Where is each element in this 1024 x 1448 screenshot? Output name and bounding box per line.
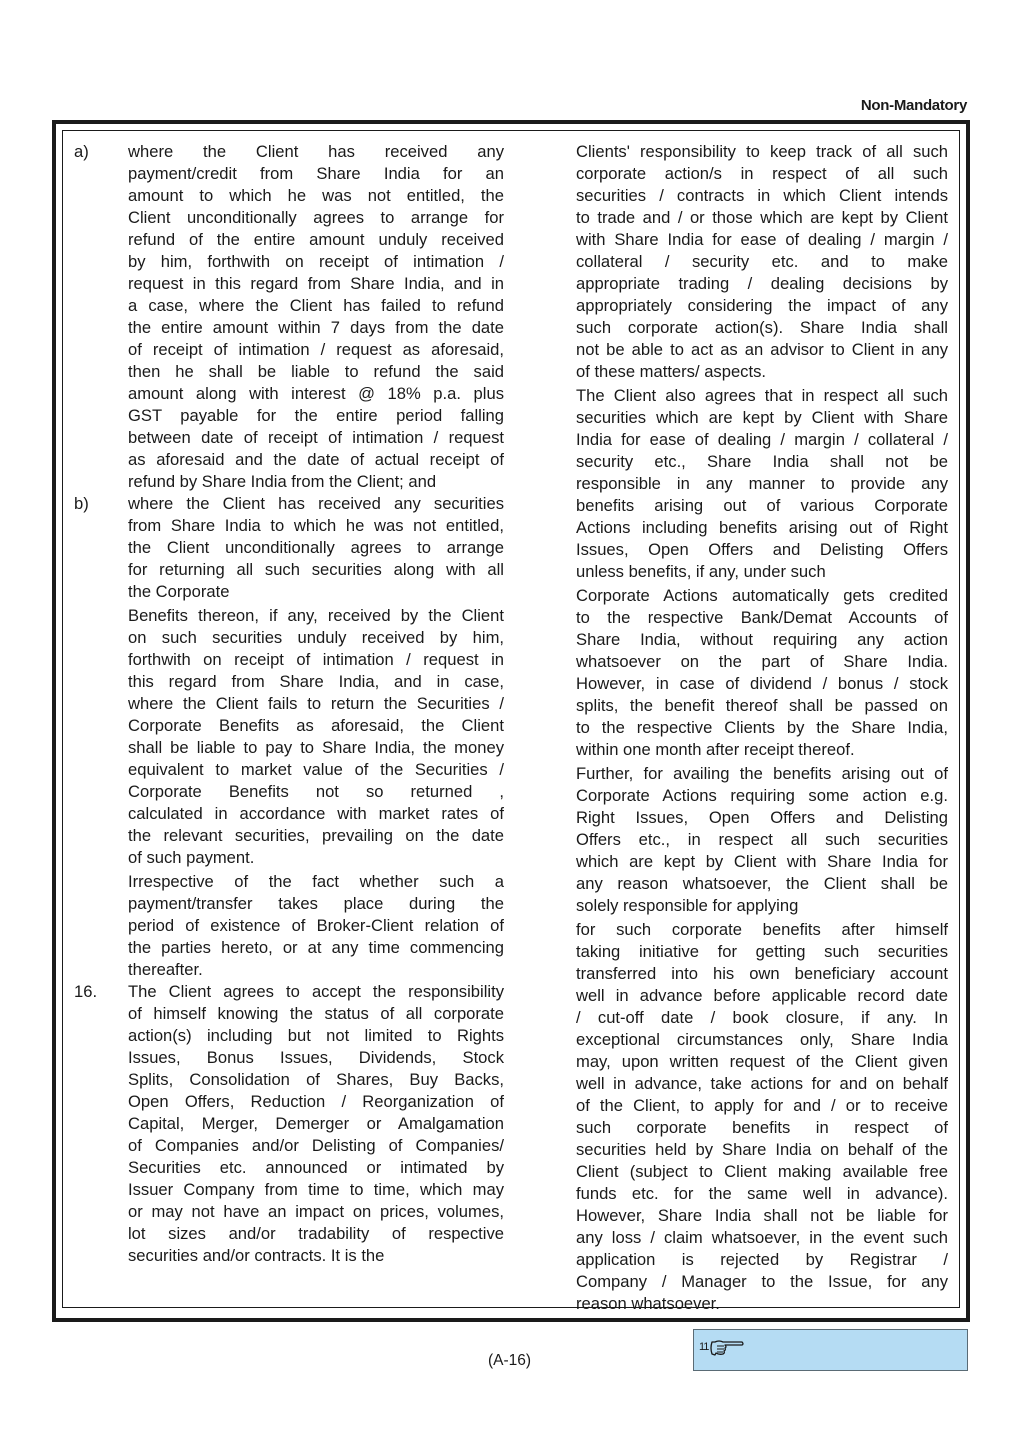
text-line: well in advance, take actions for and on behalf [576, 1074, 948, 1093]
text-line: Splits, Consolidation of Shares, Buy Backs, [128, 1070, 504, 1089]
text-line: However, Share India shall not be liable for [576, 1206, 948, 1225]
paragraph [128, 493, 504, 603]
paragraph [128, 871, 504, 981]
text-line: payment/credit from Share India for an [128, 164, 504, 183]
text-line: shall be liable to pay to Share India, the money [128, 738, 504, 757]
clause-item [74, 493, 504, 981]
text-line: the entire amount within 7 days from the date [128, 318, 504, 337]
text-line: or may not have an impact on prices, volumes, [128, 1202, 504, 1221]
text-line: within one month after receipt thereof. [576, 740, 855, 759]
text-line: Corporate Benefits as aforesaid, the Client [128, 716, 504, 735]
text-line: Company / Manager to the Issue, for any [576, 1272, 948, 1291]
continuation-note-box [693, 1329, 968, 1371]
text-line: However, in case of dividend / bonus / stock [576, 674, 948, 693]
text-line: securities and/or contracts. It is the [128, 1246, 385, 1265]
text-line: such corporate action(s). Share India shall [576, 318, 948, 337]
text-line: Actions including benefits arising out of Right [576, 518, 948, 537]
text-line: of receipt of intimation / request as aforesaid, [128, 340, 504, 359]
text-line: Right Issues, Open Offers and Delisting [576, 808, 948, 827]
text-line: responsible in any manner to provide any [576, 474, 948, 493]
text-line: for such corporate benefits after himself [576, 920, 948, 939]
clause-marker: 16. [74, 982, 98, 1001]
text-line: collateral / security etc. and to make [576, 252, 948, 271]
paragraph [128, 981, 504, 1267]
text-line: period of existence of Broker-Client relation of [128, 916, 504, 935]
text-line: Client unconditionally agrees to arrange for [128, 208, 504, 227]
text-line: Further, for availing the benefits arising out of [576, 764, 948, 783]
text-line: The Client also agrees that in respect all such [576, 386, 948, 405]
paragraph [576, 141, 948, 383]
text-line: a case, where the Client has failed to refund [128, 296, 504, 315]
text-line: Issuer Company from time to time, which may [128, 1180, 504, 1199]
text-line: corporate action/s in respect of all such [576, 164, 948, 183]
text-line: the Client unconditionally agrees to arrange [128, 538, 504, 557]
text-line: Corporate Benefits not so returned , [128, 782, 504, 801]
text-line: where the Client fails to return the Securities / [128, 694, 504, 713]
text-line: thereafter. [128, 960, 203, 979]
text-line: securities which are kept by Client with Share [576, 408, 948, 427]
text-line: action(s) including but not limited to Rights [128, 1026, 504, 1045]
clause-marker: a) [74, 142, 89, 161]
text-line: solely responsible for applying [576, 896, 799, 915]
text-line: on such securities unduly received by him, [128, 628, 504, 647]
text-line: securities held by Share India on behalf of the [576, 1140, 948, 1159]
text-line: appropriately considering the impact of any [576, 296, 948, 315]
paragraph [576, 385, 948, 583]
text-line: Issues, Bonus Issues, Dividends, Stock [128, 1048, 504, 1067]
text-line: Irrespective of the fact whether such a [128, 872, 504, 891]
text-line: of Companies and/or Delisting of Companies/ [128, 1136, 504, 1155]
text-line: between date of receipt of intimation / request [128, 428, 504, 447]
text-line: may, upon written request of the Client given [576, 1052, 948, 1071]
text-line: with Share India for ease of dealing / margin / [576, 230, 948, 249]
left-column [74, 141, 504, 1267]
clause-body [128, 981, 504, 1267]
text-line: amount along with interest @ 18% p.a. plus [128, 384, 504, 403]
text-line: Share India, without requiring any action [576, 630, 948, 649]
text-line: amount to which he was not entitled, the [128, 186, 504, 205]
clause-body [128, 493, 504, 981]
text-line: the Corporate [128, 582, 230, 601]
text-line: India for ease of dealing / margin / collateral / [576, 430, 948, 449]
text-line: Corporate Actions automatically gets credited [576, 586, 948, 605]
paragraph [128, 141, 504, 493]
text-line: payment/transfer takes place during the [128, 894, 504, 913]
clause-item [74, 981, 504, 1267]
text-line: of these matters/ aspects. [576, 362, 766, 381]
text-line: lot sizes and/or tradability of respective [128, 1224, 504, 1243]
text-line: Securities etc. announced or intimated by [128, 1158, 504, 1177]
right-column [576, 141, 948, 1315]
text-line: Offers etc., in respect all such securities [576, 830, 948, 849]
page-number: (A-16) [488, 1352, 532, 1369]
text-line: transferred into his own beneficiary account [576, 964, 948, 983]
text-line: Issues, Open Offers and Delisting Offers [576, 540, 948, 559]
text-line: Client (subject to Client making available free [576, 1162, 948, 1181]
text-line: of the Client, to apply for and / or to receive [576, 1096, 948, 1115]
text-line: security etc., Share India shall not be [576, 452, 948, 471]
clause-marker: b) [74, 494, 89, 513]
text-line: GST payable for the entire period falling [128, 406, 504, 425]
text-line: calculated in accordance with market rates of [128, 804, 504, 823]
text-line: of himself knowing the status of all corporate [128, 1004, 504, 1023]
text-line: exceptional circumstances only, Share India [576, 1030, 948, 1049]
text-line: by him, forthwith on receipt of intimation / [128, 252, 504, 271]
text-line: this regard from Share India, and in case, [128, 672, 504, 691]
text-line: as aforesaid and the date of actual receipt of [128, 450, 504, 469]
text-line: securities / contracts in which Client intends [576, 186, 948, 205]
text-line: forthwith on receipt of intimation / request in [128, 650, 504, 669]
text-line: refund of the entire amount unduly received [128, 230, 504, 249]
text-line: well in advance before applicable record date [576, 986, 948, 1005]
text-line: then he shall be liable to refund the said [128, 362, 504, 381]
text-line: for returning all such securities along with all [128, 560, 504, 579]
text-line: unless benefits, if any, under such [576, 562, 826, 581]
text-line: taking initiative for getting such securities [576, 942, 948, 961]
text-line: to the respective Bank/Demat Accounts of [576, 608, 948, 627]
text-line: request in this regard from Share India, and in [128, 274, 504, 293]
text-line: where the Client has received any securities [128, 494, 504, 513]
text-line: to the respective Clients by the Share India, [576, 718, 948, 737]
text-line: equivalent to market value of the Securities / [128, 760, 504, 779]
text-line: The Client agrees to accept the responsibility [128, 982, 504, 1001]
text-line: funds etc. for the same well in advance). [576, 1184, 948, 1203]
text-line: of such payment. [128, 848, 255, 867]
text-line: splits, the benefit thereof shall be passed on [576, 696, 948, 715]
text-line: which are kept by Client with Share India for [576, 852, 948, 871]
clause-body [128, 141, 504, 493]
paragraph [576, 919, 948, 1315]
text-line: any reason whatsoever, the Client shall be [576, 874, 948, 893]
clause-item [74, 141, 504, 493]
document-classification-label: Non-Mandatory [860, 97, 967, 114]
text-line: to trade and / or those which are kept by Client [576, 208, 948, 227]
text-line: whatsoever on the part of Share India. [576, 652, 948, 671]
text-line: appropriate trading / dealing decisions by [576, 274, 948, 293]
text-line: Corporate Actions requiring some action e.g. [576, 786, 948, 805]
text-line: Capital, Merger, Demerger or Amalgamation [128, 1114, 504, 1133]
text-line: such corporate benefits in respect of [576, 1118, 948, 1137]
note-number: 11 [699, 1341, 709, 1353]
text-line: where the Client has received any [128, 142, 504, 161]
text-line: Open Offers, Reduction / Reorganization of [128, 1092, 504, 1111]
text-line: application is rejected by Registrar / [576, 1250, 948, 1269]
text-line: Benefits thereon, if any, received by the Client [128, 606, 504, 625]
text-line: benefits arising out of various Corporate [576, 496, 948, 515]
paragraph [576, 585, 948, 761]
text-line: reason whatsoever. [576, 1294, 720, 1313]
paragraph [576, 763, 948, 917]
text-line: from Share India to which he was not entitled, [128, 516, 504, 535]
text-line: Clients' responsibility to keep track of all such [576, 142, 948, 161]
pointing-hand-icon [709, 1338, 745, 1363]
paragraph [128, 605, 504, 869]
text-line: not be able to act as an advisor to Client in any [576, 340, 948, 359]
text-line: refund by Share India from the Client; and [128, 472, 437, 491]
text-line: the relevant securities, prevailing on the date [128, 826, 504, 845]
text-line: the parties hereto, or at any time commencing [128, 938, 504, 957]
text-line: / cut-off date / book closure, if any. In [576, 1008, 948, 1027]
text-line: any loss / claim whatsoever, in the event such [576, 1228, 948, 1247]
